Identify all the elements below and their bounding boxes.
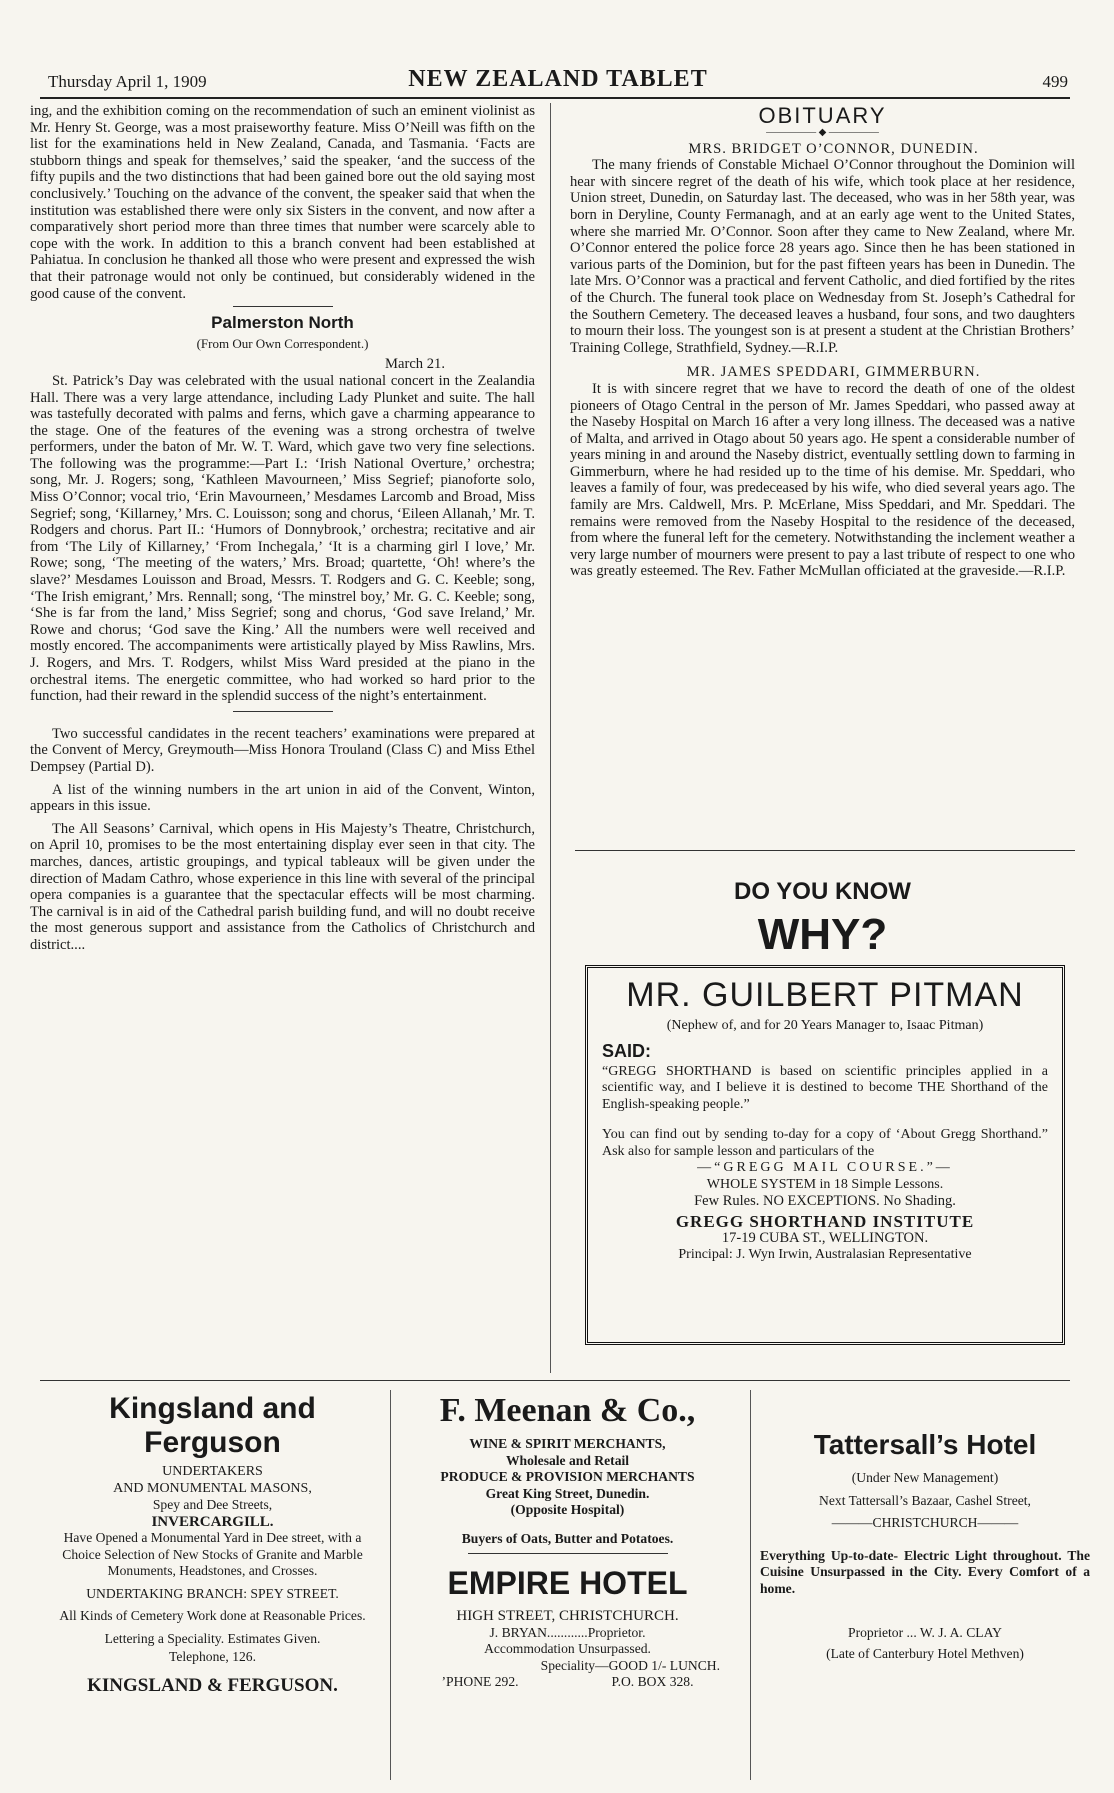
carnival-paragraph: The All Seasons’ Carnival, which opens in His Majesty’s Theatre, Christchurch, on April 10, promises to be the most entertaining display ever seen in that city. The marches, dances, artistic groupings, and typical tableaux will be given under the direction of Madam Cathro, whose experience in this line with several of the principal opera companies is a guarantee that the spectacular effects will be most charming. The carnival is in aid of the Cathedral parish building fund, and will no doubt receive the most generous support and assistance from the Catholics of Christchurch and district....	[30, 820, 535, 953]
column-divider	[550, 103, 551, 1373]
tattersalls-ad	[760, 1392, 1090, 1662]
ad-nephew: (Nephew of, and for 20 Years Manager to, Isaac Pitman)	[666, 1018, 984, 1033]
ad2-hotel-line-4: Speciality—GOOD 1/- LUNCH.	[540, 1657, 720, 1673]
header-rule	[40, 97, 1070, 99]
obituary-title: OBITUARY	[758, 103, 887, 128]
kingsland-ferguson-ad	[40, 1392, 385, 1694]
page-number: 499	[1042, 72, 1068, 91]
ad1-line-5: Have Opened a Monumental Yard in Dee street, with a Choice Selection of New Stocks of Granite and Marble Monuments, Headstones, and Crosses.	[62, 1530, 363, 1578]
ad2-hotel-line-1: HIGH STREET, CHRISTCHURCH.	[456, 1608, 679, 1624]
ad2-line-4: Great King Street, Dunedin.	[485, 1485, 650, 1501]
short-rule	[233, 306, 333, 307]
ad-principal: Principal: J. Wyn Irwin, Australasian Representative	[678, 1246, 972, 1262]
obituary-column	[570, 103, 1075, 580]
ad-quote: “GREGG SHORTHAND is based on scientific principles applied in a scientific way, and I believe it is destined to become THE Shorthand of the English-speaking people.”	[602, 1063, 1048, 1112]
newspaper-title: NEW ZEALAND TABLET	[408, 66, 708, 92]
ad-teaser: DO YOU KNOW	[734, 878, 911, 905]
dateline: March 21.	[385, 356, 445, 373]
section-heading: Palmerston North	[211, 313, 354, 333]
convent-report-end: ing, and the exhibition coming on the recommendation of such an eminent violinist as Mr. Henry St. George, was a most praiseworthy feature. Miss O’Neill was fifth on the list for the examinations held in New Zealand, Canada, and Tasmania. ‘Facts are stubborn things and speak for themselves,’ said the speaker, ‘and the success of the fifty pupils and the two distinctions that had been gained bore out the old saying most conclusively.’ Touching on the advance of the convent, the speaker said that when the institution was established there were only six Sisters in the convent, and now after a comparatively short period more than three times that number were scarcely able to cope with the work. In addition to this a branch convent had been established at Pahiatua. In conclusion he thanked all those who were present and expressed the wish that their patronage would not only be continued, but considerably widened in the good cause of the convent.	[30, 103, 535, 302]
ad-why: WHY?	[757, 910, 888, 959]
obituary-text-1: The many friends of Constable Michael O’Connor throughout the Dominion will hear with sincere regret of the death of his wife, which took place at her residence, Union street, Dunedin, on Saturday last. The deceased, who was in her 58th year, was born in Deryline, County Fermanagh, and at an early age went to the United States, where she married Mr. O’Connor. Soon after they came to New Zealand, where Mr. O’Connor entered the police force 28 years ago. Since then he has been stationed in various parts of the Dominion, but for the past fifteen years has been in Dunedin. The late Mrs. O’Connor was a practical and fervent Catholic, and died fortified by the rites of the Church. The funeral took place on Wednesday from St. Joseph’s Cathedral for the Southern Cemetery. The deceased leaves a husband, four sons, and two daughters to mourn their loss. The youngest son is at present a student at the Christian Brothers’ Training College, Strathfield, Sydney.—R.I.P.	[570, 157, 1075, 356]
obituary-text-2: It is with sincere regret that we have to record the death of one of the oldest pioneers of Otago Central in the person of Mr. James Speddari, who passed away at the Naseby Hospital on March 16 after a very long illness. The deceased was a native of Malta, and arrived in Otago about 50 years ago. He spent a considerable number of years mining in and around the Naseby district, eventually settling down to farming in Gimmerburn, where he had resided up to the time of his demise. Mr. Speddari, who leaves a family of four, was predeceased by his wife, who died several years ago. The family are Mrs. Caldwell, Mrs. P. McErlane, Miss Speddari, and Mr. Speddari. The remains were removed from the Naseby Hospital to the residence of the deceased, from where the funeral left for the cemetery. Notwithstanding the inclement weather a very large number of mourners were present to pay a last tribute of respect to one who was greatly esteemed. The Rev. Father McMullan officiated at the graveside.—R.I.P.	[570, 380, 1075, 580]
ad-rules: Few Rules. NO EXCEPTIONS. No Shading.	[694, 1193, 956, 1209]
ad-divider-2	[750, 1390, 751, 1780]
ad1-line-1: UNDERTAKERS	[162, 1464, 263, 1479]
ad3-line-1: (Under New Management)	[851, 1470, 999, 1485]
art-union-paragraph: A list of the winning numbers in the art union in aid of the Convent, Winton, appears in this issue.	[30, 781, 535, 815]
ad2-rule	[468, 1553, 668, 1554]
ad3-line-5: Proprietor ... W. J. A. CLAY	[848, 1625, 1002, 1640]
ad1-line-3: Spey and Dee Streets,	[152, 1497, 273, 1512]
gregg-shorthand-ad	[585, 965, 1065, 1345]
ad2-line-5: (Opposite Hospital)	[510, 1502, 625, 1517]
ad-divider-1	[390, 1390, 391, 1780]
ad2-phone: ’PHONE 292.	[441, 1674, 519, 1689]
ad2-line-6: Buyers of Oats, Butter and Potatoes.	[461, 1530, 674, 1546]
obituary-rule	[575, 850, 1075, 851]
ad-address: 17-19 CUBA ST., WELLINGTON.	[721, 1230, 929, 1246]
concert-report: St. Patrick’s Day was celebrated with the usual national concert in the Zealandia Hall. There was a very large attendance, including Lady Plunket and suite. The hall was tastefully decorated with palms and ferns, which gave a charming appearance to the stage. One of the features of the evening was a strong orchestra of twelve performers, under the baton of Mr. W. T. Ward, which gave two very fine selections. The following was the programme:—Part I.: ‘Irish National Overture,’ orchestra; song, Mr. J. Rogers; song, ‘Kathleen Mavourneen,’ Miss Segrief; pianoforte solo, Miss O’Connor; vocal trio, ‘Erin Mavourneen,’ Mesdames Larcomb and Broad, Miss Segrief; song, ‘Killarney,’ Mrs. C. Louisson; song and chorus, ‘Eileen Allanah,’ Mr. T. Rodgers and chorus. Part II.: ‘Humors of Donnybrook,’ orchestra; recitative and air from ‘The Lily of Killarney,’ ‘From Inchegala,’ ‘It is a charming girl I love,’ Mr. Rowe; song, ‘The meeting of the waters,’ Mrs. Broad; quartette, ‘Oh! where’s the slave?’ Mesdames Louisson and Broad, Messrs. T. Rodgers and G. C. Keeble; song, ‘The Irish emigrant,’ Mrs. Rennall; song, ‘The minstrel boy,’ Mr. G. C. Keeble; song, ‘She is far from the land,’ Miss Segrief; song and chorus, ‘God save Ireland,’ Mr. Rowe and chorus; ‘God save the King.’ All the numbers were well received and mostly encored. The accompaniments were artistically played by Miss Rawlins, Mrs. J. Rogers, and Mrs. T. Rodgers, whilst Miss Ward presided at the piano in the orchestral items. The energetic committee, who had worked so hard prior to the function, had their reward in the splendid success of the night’s entertainment.	[30, 372, 535, 705]
ad-system: WHOLE SYSTEM in 18 Simple Lessons.	[706, 1176, 944, 1192]
ad2-box: P.O. BOX 328.	[611, 1674, 694, 1689]
ad3-title: Tattersall’s Hotel	[813, 1429, 1037, 1460]
ad2-line-3: PRODUCE & PROVISION MERCHANTS	[440, 1469, 695, 1484]
ad-course: —“GREGG MAIL COURSE.”—	[697, 1160, 953, 1175]
ad3-line-6: (Late of Canterbury Hotel Methven)	[826, 1645, 1024, 1661]
left-column	[30, 103, 535, 954]
ad-said: SAID:	[602, 1040, 651, 1061]
ad2-hotel: EMPIRE HOTEL	[447, 1565, 688, 1601]
ads-top-rule	[40, 1380, 1070, 1381]
meenan-ad	[395, 1392, 740, 1691]
page-header	[48, 66, 1068, 96]
ad1-title: Kingsland and Ferguson	[109, 1392, 316, 1459]
obituary-name-2: MR. JAMES SPEDDARI, GIMMERBURN.	[686, 364, 981, 381]
ad1-line-7: All Kinds of Cemetery Work done at Reasonable Prices.	[59, 1608, 366, 1623]
ad1-line-2: AND MONUMENTAL MASONS,	[113, 1480, 312, 1496]
ad-institute: GREGG SHORTHAND INSTITUTE	[675, 1211, 975, 1231]
ad3-line-2: Next Tattersall’s Bazaar, Cashel Street,	[819, 1492, 1031, 1508]
ornament-divider: ――――― ◆ ―――――	[766, 126, 879, 138]
ad3-line-3: ———CHRISTCHURCH———	[831, 1515, 1019, 1530]
ad1-footer: KINGSLAND & FERGUSON.	[87, 1674, 338, 1696]
ad1-line-6: UNDERTAKING BRANCH: SPEY STREET.	[86, 1585, 339, 1601]
ad2-title: F. Meenan & Co.,	[439, 1392, 696, 1429]
ad3-line-4: Everything Up-to-date- Electric Light throughout. The Cuisine Unsurpassed in the City. Every Comfort of a home.	[760, 1547, 1090, 1596]
ad2-hotel-line-3: Accommodation Unsurpassed.	[484, 1641, 651, 1656]
section-subheading: (From Our Own Correspondent.)	[196, 335, 369, 351]
issue-date: Thursday April 1, 1909	[48, 72, 207, 91]
ad2-line-2: Wholesale and Retail	[505, 1452, 630, 1468]
ad1-line-9: Telephone, 126.	[168, 1649, 256, 1664]
ad2-line-1: WINE & SPIRIT MERCHANTS,	[469, 1436, 666, 1451]
obituary-name-1: MRS. BRIDGET O’CONNOR, DUNEDIN.	[688, 140, 979, 157]
ad2-contact-row	[395, 1674, 740, 1691]
ad1-line-8: Lettering a Speciality. Estimates Given.	[104, 1630, 321, 1646]
teachers-exam-paragraph: Two successful candidates in the recent teachers’ examinations were prepared at the Convent of Mercy, Greymouth—Miss Honora Trouland (Class C) and Miss Ethel Dempsey (Partial D).	[30, 725, 535, 775]
short-rule	[233, 711, 333, 712]
ad2-hotel-line-2: J. BRYAN............Proprietor.	[489, 1624, 646, 1640]
ad-find-out: You can find out by sending to-day for a copy of ‘About Gregg Shorthand.” Ask also for sample lesson and particulars of the	[602, 1127, 1048, 1159]
ad-name: MR. GUILBERT PITMAN	[626, 976, 1024, 1014]
ad1-line-4: INVERCARGILL.	[151, 1513, 274, 1530]
